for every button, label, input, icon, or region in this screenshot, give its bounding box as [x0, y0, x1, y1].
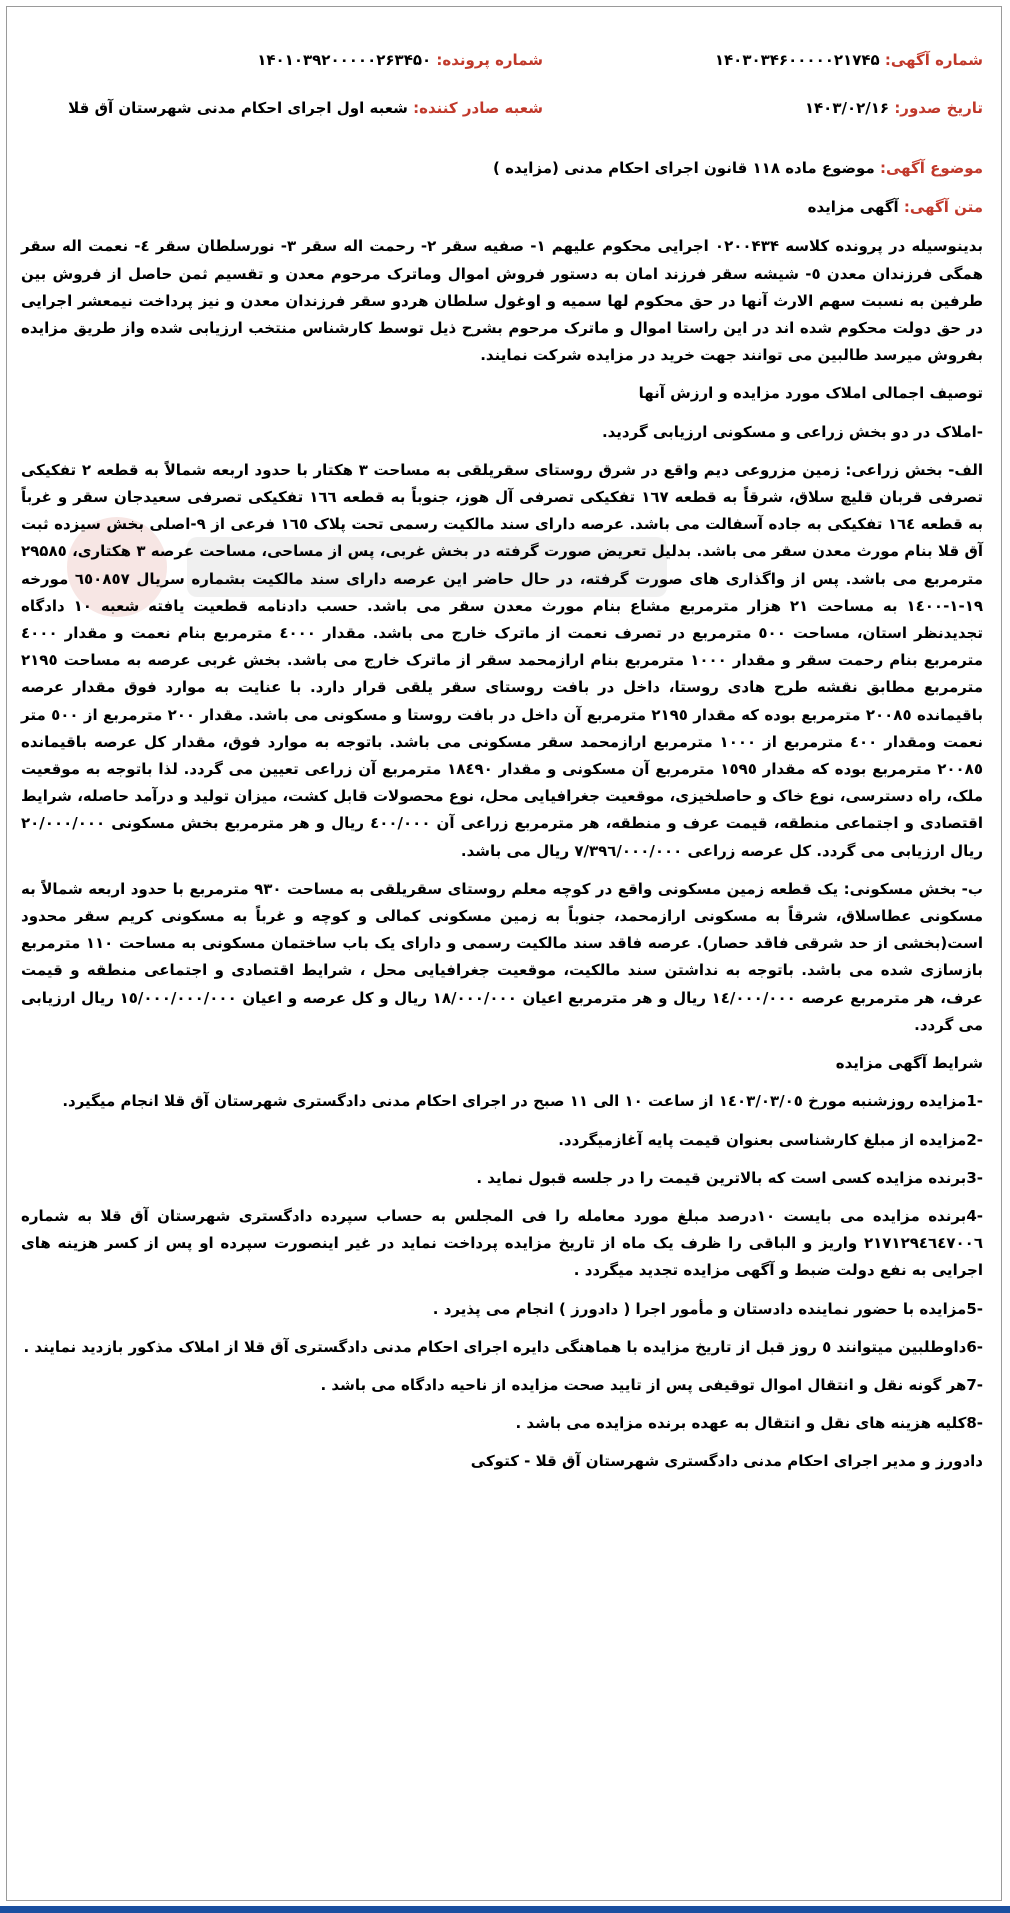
file-number-label: شماره پرونده: — [436, 51, 543, 69]
condition-item: -6داوطلبین میتوانند ٥ روز قبل از تاریخ مزایده با هماهنگی دایره اجرای احکام مدنی دادگستری آق قلا از املاک مذکور بازدید نمایند . — [23, 1337, 983, 1356]
body-header-label: متن آگهی: — [903, 198, 983, 217]
file-number — [257, 49, 543, 71]
residential-section: ب- بخش مسکونی: یک قطعه زمین مسکونی واقع در کوچه معلم روستای سقریلقی به مساحت ۹۳۰ مترمربع با حدود اربعه شمالاً به مسکونی عطاسلاق، شرقاً به مسکونی ارازمحمد، جنوباً به زمین مسکونی کمالی و کوچه و غرباً به مسکونی کریم سقر محدود است(بخشی از حد شرقی فاقد حصار). عرصه فاقد سند مالکیت رسمی و دارای یک باب ساختمان مسکونی به مساحت ۱۱۰ مترمربع بازسازی شده می باشد. باتوجه به نداشتن سند مالکیت، موقعیت جغرافیایی محل ، شرایط اقتصادی و اجتماعی منطقه و قیمت عرف، هر مترمربع عرصه ۱٤/۰۰۰/۰۰۰ ریال و هر مترمربع اعیان ۱۸/۰۰۰/۰۰۰ ریال و کل عرصه و اعیان ۱٥/۰۰۰/۰۰۰/۰۰۰ ریال ارزیابی می گردد. — [21, 879, 983, 1034]
issue-date-label: تاریخ صدور: — [894, 99, 983, 117]
notice-content — [21, 155, 983, 1487]
condition-item: -4برنده مزایده می بایست ۱۰درصد مبلغ مورد معامله را فی المجلس به حساب سپرده دادگستری شهرستان آق قلا به شماره ۲۱۷۱۲۹٤٦٤۷۰۰٦ واریز و الباقی را ظرف یک ماه از تاریخ مزایده پرداخت نماید در غیر اینصورت سپرده او پس از کسر هزینه های اجرایی به نفع دولت ضبط و آگهی مزایده تجدید میگردد . — [21, 1206, 983, 1280]
issuing-branch-label: شعبه صادر کننده: — [413, 99, 543, 117]
bottom-bar — [0, 1906, 1010, 1913]
condition-item: -7هر گونه نقل و انتقال اموال توقیفی پس از تایید صحت مزایده از ناحیه دادگاه می باشد . — [320, 1375, 983, 1394]
file-number-value: ۱۴۰۱۰۳۹۲۰۰۰۰۰۲۶۳۴۵۰ — [257, 51, 432, 69]
subject-label: موضوع آگهی: — [879, 159, 983, 177]
section-title-conditions: شرایط آگهی مزایده — [835, 1054, 983, 1073]
body-header-value: آگهی مزایده — [807, 198, 899, 217]
notice-page — [6, 6, 1002, 1901]
properties-summary: -املاک در دو بخش زراعی و مسکونی ارزیابی گردید. — [601, 422, 983, 441]
section-title-properties: توصیف اجمالی املاک مورد مزایده و ارزش آنها — [638, 384, 983, 403]
ad-number — [715, 49, 983, 71]
ad-number-label: شماره آگهی: — [884, 51, 983, 69]
issue-date-value: ۱۴۰۳/۰۲/۱۶ — [804, 99, 890, 117]
body-header-line — [21, 194, 983, 221]
condition-item: -8کلیه هزینه های نقل و انتقال به عهده برنده مزایده می باشد . — [515, 1414, 983, 1433]
issue-date — [805, 97, 983, 119]
condition-item: -2مزایده از مبلغ کارشناسی بعنوان قیمت پایه آغازمیگردد. — [558, 1130, 983, 1149]
signature-line: دادورز و مدیر اجرای احکام مدنی دادگستری شهرستان آق قلا - کتوکی — [470, 1452, 983, 1471]
issuing-branch — [68, 97, 543, 119]
agricultural-section: الف- بخش زراعی: زمین مزروعی دیم واقع در شرق روستای سقریلقی به مساحت ۳ هکتار با حدود اربعه شمالاً به قطعه ۲ تفکیکی تصرفی قربان قلیچ سلاق، شرقاً به قطعه ١٦٧ تفکیکی تصرفی آل هوز، جنوباً به قطعه ١٦٦ تفکیکی تصرفی سعیدجان سقر و غرباً به قطعه ١٦٤ تفکیکی به جاده آسفالت می باشد. عرصه دارای سند مالکیت رسمی تحت پلاک ١٦٥ فرعی از ۹-اصلی بخش سیزده ثبت آق قلا بنام مورث معدن سقر می باشد. بدلیل تعریض صورت گرفته در بخش غربی، پس از مساحی، مساحت عرصه ۳ هکتاری، ۲۹۵۸٥ مترمربع می باشد. پس از واگذاری های صورت گرفته، در حال حاضر این عرصه دارای سند مالکیت بشماره سریال ٦٥۰۸٥۷ مورخه ۱۹-۱-۱٤۰۰ به مساحت ۲۱ هزار مترمربع مشاع بنام مورث معدن سقر می باشد. حسب دادنامه قطعیت یافته شعبه ۱۰ دادگاه تجدیدنظر استان، مساحت ٥۰۰ مترمربع در تصرف نعمت از ماترک خارج می باشد. مقدار ٤۰۰۰ مترمربع بنام نعمت و مقدار ٤۰۰۰ مترمربع بنام رحمت سقر و مقدار ۱۰۰۰ مترمربع بنام ارازمحمد سقر از ماترک خارج می باشد. بخش غربی عرصه به مساحت ۲۱۹٥ مترمربع مطابق نقشه طرح هادی روستا، داخل در بافت روستای سقر یلقی قرار دارد. با عنایت به موارد فوق مقدار عرصه باقیمانده ۲۰۰۸٥ مترمربع بوده که مقدار ۲۱۹٥ مترمربع آن داخل در بافت روستا و مسکونی می باشد. مقدار ۲۰۰ مترمربع از ٥۰۰ متر نعمت ومقدار ٤۰۰ مترمربع از ۱۰۰۰ مترمربع ارازمحمد سقر مسکونی می باشد. باتوجه به موارد فوق، مقدار کل عرصه باقیمانده ۲۰۰۸٥ مترمربع بوده که مقدار ۱٥۹٥ مترمربع آن مسکونی و مقدار ۱۸٤۹۰ مترمربع آن زراعی تعیین می گردد. لذا باتوجه به موقعیت ملک، راه دسترسی، نوع خاک و حاصلخیزی، موقعیت جغرافیایی محل، نوع محصولات قابل کشت، میزان تولید و درآمد حاصله، شرایط اقتصادی و اجتماعی منطقه، قیمت عرف و منطقه، هر مترمربع زراعی آن ٤۰۰/۰۰۰ ریال و هر مترمربع بخش مسکونی ۲۰/۰۰۰/۰۰۰ ریال ارزیابی می گردد. کل عرصه زراعی ۷/۳۹٦/۰۰۰/۰۰۰ ریال می باشد. — [21, 460, 984, 860]
subject-line — [21, 155, 983, 182]
intro-paragraph: بدینوسیله در پرونده کلاسه ۰۲۰۰۴۳۴ اجرایی محکوم علیهم ۱- صفیه سقر ۲- رحمت اله سقر ۳- نورسلطان سقر ٤- نعمت اله سقر همگی فرزندان معدن ٥- شیشه سقر فرزند امان به دستور فروش اموال وماترک مرحوم معدن و تقسیم ثمن حاصل از فروش بین طرفین به نسبت سهم الارث آنها در حق محکوم لها سمیه و اوغول سلطان هردو سقر فرزندان معدن و نیز پرداخت نیمعشر اجرایی در حق دولت محکوم شده اند در این راستا اموال و ماترک مرحوم بشرح ذیل توسط کارشناس منتخب ارزیابی شده واز طریق مزایده بفروش میرسد طالبین می توانند جهت خرید در مزایده شرکت نمایند. — [21, 237, 983, 365]
ad-number-value: ۱۴۰۳۰۳۴۶۰۰۰۰۰۲۱۷۴۵ — [714, 51, 880, 69]
condition-item: -3برنده مزایده کسی است که بالاترین قیمت را در جلسه قبول نماید . — [476, 1168, 983, 1187]
condition-item: -5مزایده با حضور نماینده دادستان و مأمور اجرا ( دادورز ) انجام می پذیرد . — [432, 1299, 983, 1318]
issuing-branch-value: شعبه اول اجرای احکام مدنی شهرستان آق قلا — [68, 99, 408, 117]
subject-value: موضوع ماده ۱۱۸ قانون اجرای احکام مدنی (مزایده ) — [493, 159, 875, 177]
condition-item: -1مزایده روزشنبه مورخ ۱٤۰۳/۰۳/۰٥ از ساعت ۱۰ الی ۱۱ صبح در اجرای احکام مدنی دادگستری شهرستان آق قلا انجام میگیرد. — [62, 1092, 983, 1111]
